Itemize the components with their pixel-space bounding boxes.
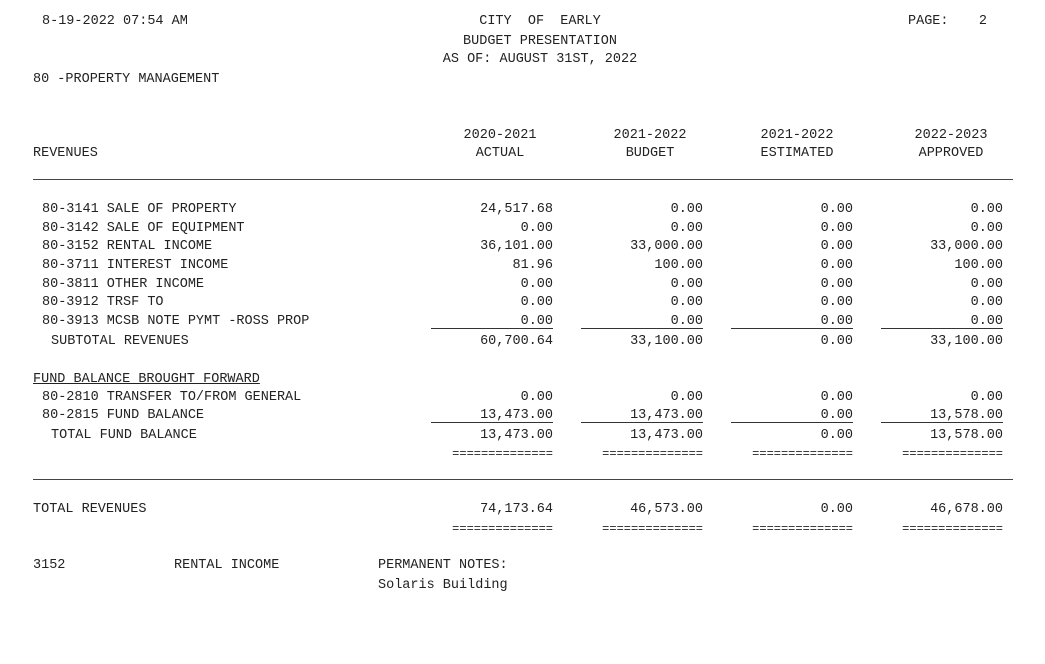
row-label: 80-3152 RENTAL INCOME bbox=[42, 239, 213, 254]
row-label: 80-3711 INTEREST INCOME bbox=[42, 258, 229, 273]
col3-year: 2021-2022 bbox=[760, 128, 834, 143]
row-label: 80-2815 FUND BALANCE bbox=[42, 408, 205, 423]
row-approved: 0.00 bbox=[970, 202, 1003, 217]
row-actual: 81.96 bbox=[512, 258, 553, 273]
double-rule: ============== bbox=[602, 522, 703, 536]
row-label: 80-2810 TRANSFER TO/FROM GENERAL bbox=[42, 390, 302, 405]
page-number: 2 bbox=[978, 14, 987, 29]
row-estimated: 0.00 bbox=[820, 258, 853, 273]
row-budget: 0.00 bbox=[670, 390, 703, 405]
row-approved: 33,000.00 bbox=[930, 239, 1003, 254]
fund-total-label: TOTAL FUND BALANCE bbox=[51, 428, 197, 443]
col1-type: ACTUAL bbox=[475, 146, 525, 161]
report-datetime: 8-19-2022 07:54 AM bbox=[42, 14, 188, 29]
subtotal-budget: 33,100.00 bbox=[630, 334, 703, 349]
column-underline bbox=[731, 422, 853, 423]
row-actual: 0.00 bbox=[520, 390, 553, 405]
section-divider bbox=[33, 479, 1013, 480]
row-budget: 0.00 bbox=[670, 277, 703, 292]
col2-year: 2021-2022 bbox=[613, 128, 687, 143]
subtotal-label: SUBTOTAL REVENUES bbox=[51, 334, 189, 349]
row-approved: 0.00 bbox=[970, 390, 1003, 405]
row-approved: 13,578.00 bbox=[930, 408, 1003, 423]
row-estimated: 0.00 bbox=[820, 390, 853, 405]
row-estimated: 0.00 bbox=[820, 239, 853, 254]
report-title: BUDGET PRESENTATION bbox=[463, 34, 617, 49]
row-approved: 0.00 bbox=[970, 277, 1003, 292]
fund-total-estimated: 0.00 bbox=[820, 428, 853, 443]
column-underline bbox=[431, 422, 553, 423]
row-approved: 0.00 bbox=[970, 295, 1003, 310]
page-label: PAGE: bbox=[908, 14, 949, 29]
row-actual: 0.00 bbox=[520, 295, 553, 310]
row-label: 80-3912 TRSF TO bbox=[42, 295, 164, 310]
row-budget: 33,000.00 bbox=[630, 239, 703, 254]
double-rule: ============== bbox=[752, 522, 853, 536]
column-underline bbox=[581, 328, 703, 329]
row-approved: 0.00 bbox=[970, 314, 1003, 329]
column-underline bbox=[881, 328, 1003, 329]
fund-total-approved: 13,578.00 bbox=[930, 428, 1003, 443]
row-estimated: 0.00 bbox=[820, 408, 853, 423]
row-budget: 0.00 bbox=[670, 314, 703, 329]
row-budget: 0.00 bbox=[670, 221, 703, 236]
row-actual: 13,473.00 bbox=[480, 408, 553, 423]
double-rule: ============== bbox=[902, 522, 1003, 536]
fund-balance-heading: FUND BALANCE BROUGHT FORWARD bbox=[33, 372, 260, 387]
row-label: 80-3142 SALE OF EQUIPMENT bbox=[42, 221, 245, 236]
row-actual: 24,517.68 bbox=[480, 202, 553, 217]
department-title: 80 -PROPERTY MANAGEMENT bbox=[33, 72, 220, 87]
column-underline bbox=[431, 328, 553, 329]
note-account-name: RENTAL INCOME bbox=[174, 558, 280, 573]
total-revenues-label: TOTAL REVENUES bbox=[33, 502, 147, 517]
total-actual: 74,173.64 bbox=[480, 502, 553, 517]
row-budget: 0.00 bbox=[670, 202, 703, 217]
row-estimated: 0.00 bbox=[820, 314, 853, 329]
column-underline bbox=[731, 328, 853, 329]
note-code: 3152 bbox=[33, 558, 66, 573]
report-as-of: AS OF: AUGUST 31ST, 2022 bbox=[442, 52, 638, 67]
row-actual: 0.00 bbox=[520, 221, 553, 236]
subtotal-actual: 60,700.64 bbox=[480, 334, 553, 349]
double-rule: ============== bbox=[902, 447, 1003, 461]
row-budget: 13,473.00 bbox=[630, 408, 703, 423]
row-label: 80-3141 SALE OF PROPERTY bbox=[42, 202, 237, 217]
col4-year: 2022-2023 bbox=[914, 128, 988, 143]
row-approved: 100.00 bbox=[954, 258, 1003, 273]
col2-type: BUDGET bbox=[625, 146, 675, 161]
fund-total-actual: 13,473.00 bbox=[480, 428, 553, 443]
double-rule: ============== bbox=[752, 447, 853, 461]
total-budget: 46,573.00 bbox=[630, 502, 703, 517]
total-approved: 46,678.00 bbox=[930, 502, 1003, 517]
col4-type: APPROVED bbox=[918, 146, 984, 161]
double-rule: ============== bbox=[602, 447, 703, 461]
row-estimated: 0.00 bbox=[820, 295, 853, 310]
row-actual: 0.00 bbox=[520, 314, 553, 329]
row-approved: 0.00 bbox=[970, 221, 1003, 236]
row-label: 80-3913 MCSB NOTE PYMT -ROSS PROP bbox=[42, 314, 310, 329]
fund-total-budget: 13,473.00 bbox=[630, 428, 703, 443]
col3-type: ESTIMATED bbox=[760, 146, 834, 161]
row-budget: 100.00 bbox=[654, 258, 703, 273]
double-rule: ============== bbox=[452, 522, 553, 536]
col1-year: 2020-2021 bbox=[463, 128, 537, 143]
column-underline bbox=[581, 422, 703, 423]
row-actual: 36,101.00 bbox=[480, 239, 553, 254]
row-label: 80-3811 OTHER INCOME bbox=[42, 277, 205, 292]
header-divider bbox=[33, 179, 1013, 180]
permanent-notes-heading: PERMANENT NOTES: bbox=[378, 558, 508, 573]
row-estimated: 0.00 bbox=[820, 221, 853, 236]
city-name: CITY OF EARLY bbox=[479, 14, 601, 29]
column-underline bbox=[881, 422, 1003, 423]
subtotal-approved: 33,100.00 bbox=[930, 334, 1003, 349]
double-rule: ============== bbox=[452, 447, 553, 461]
row-estimated: 0.00 bbox=[820, 202, 853, 217]
subtotal-estimated: 0.00 bbox=[820, 334, 853, 349]
section-label-revenues: REVENUES bbox=[33, 146, 98, 161]
row-actual: 0.00 bbox=[520, 277, 553, 292]
total-estimated: 0.00 bbox=[820, 502, 853, 517]
permanent-notes-text: Solaris Building bbox=[378, 578, 508, 593]
row-estimated: 0.00 bbox=[820, 277, 853, 292]
row-budget: 0.00 bbox=[670, 295, 703, 310]
